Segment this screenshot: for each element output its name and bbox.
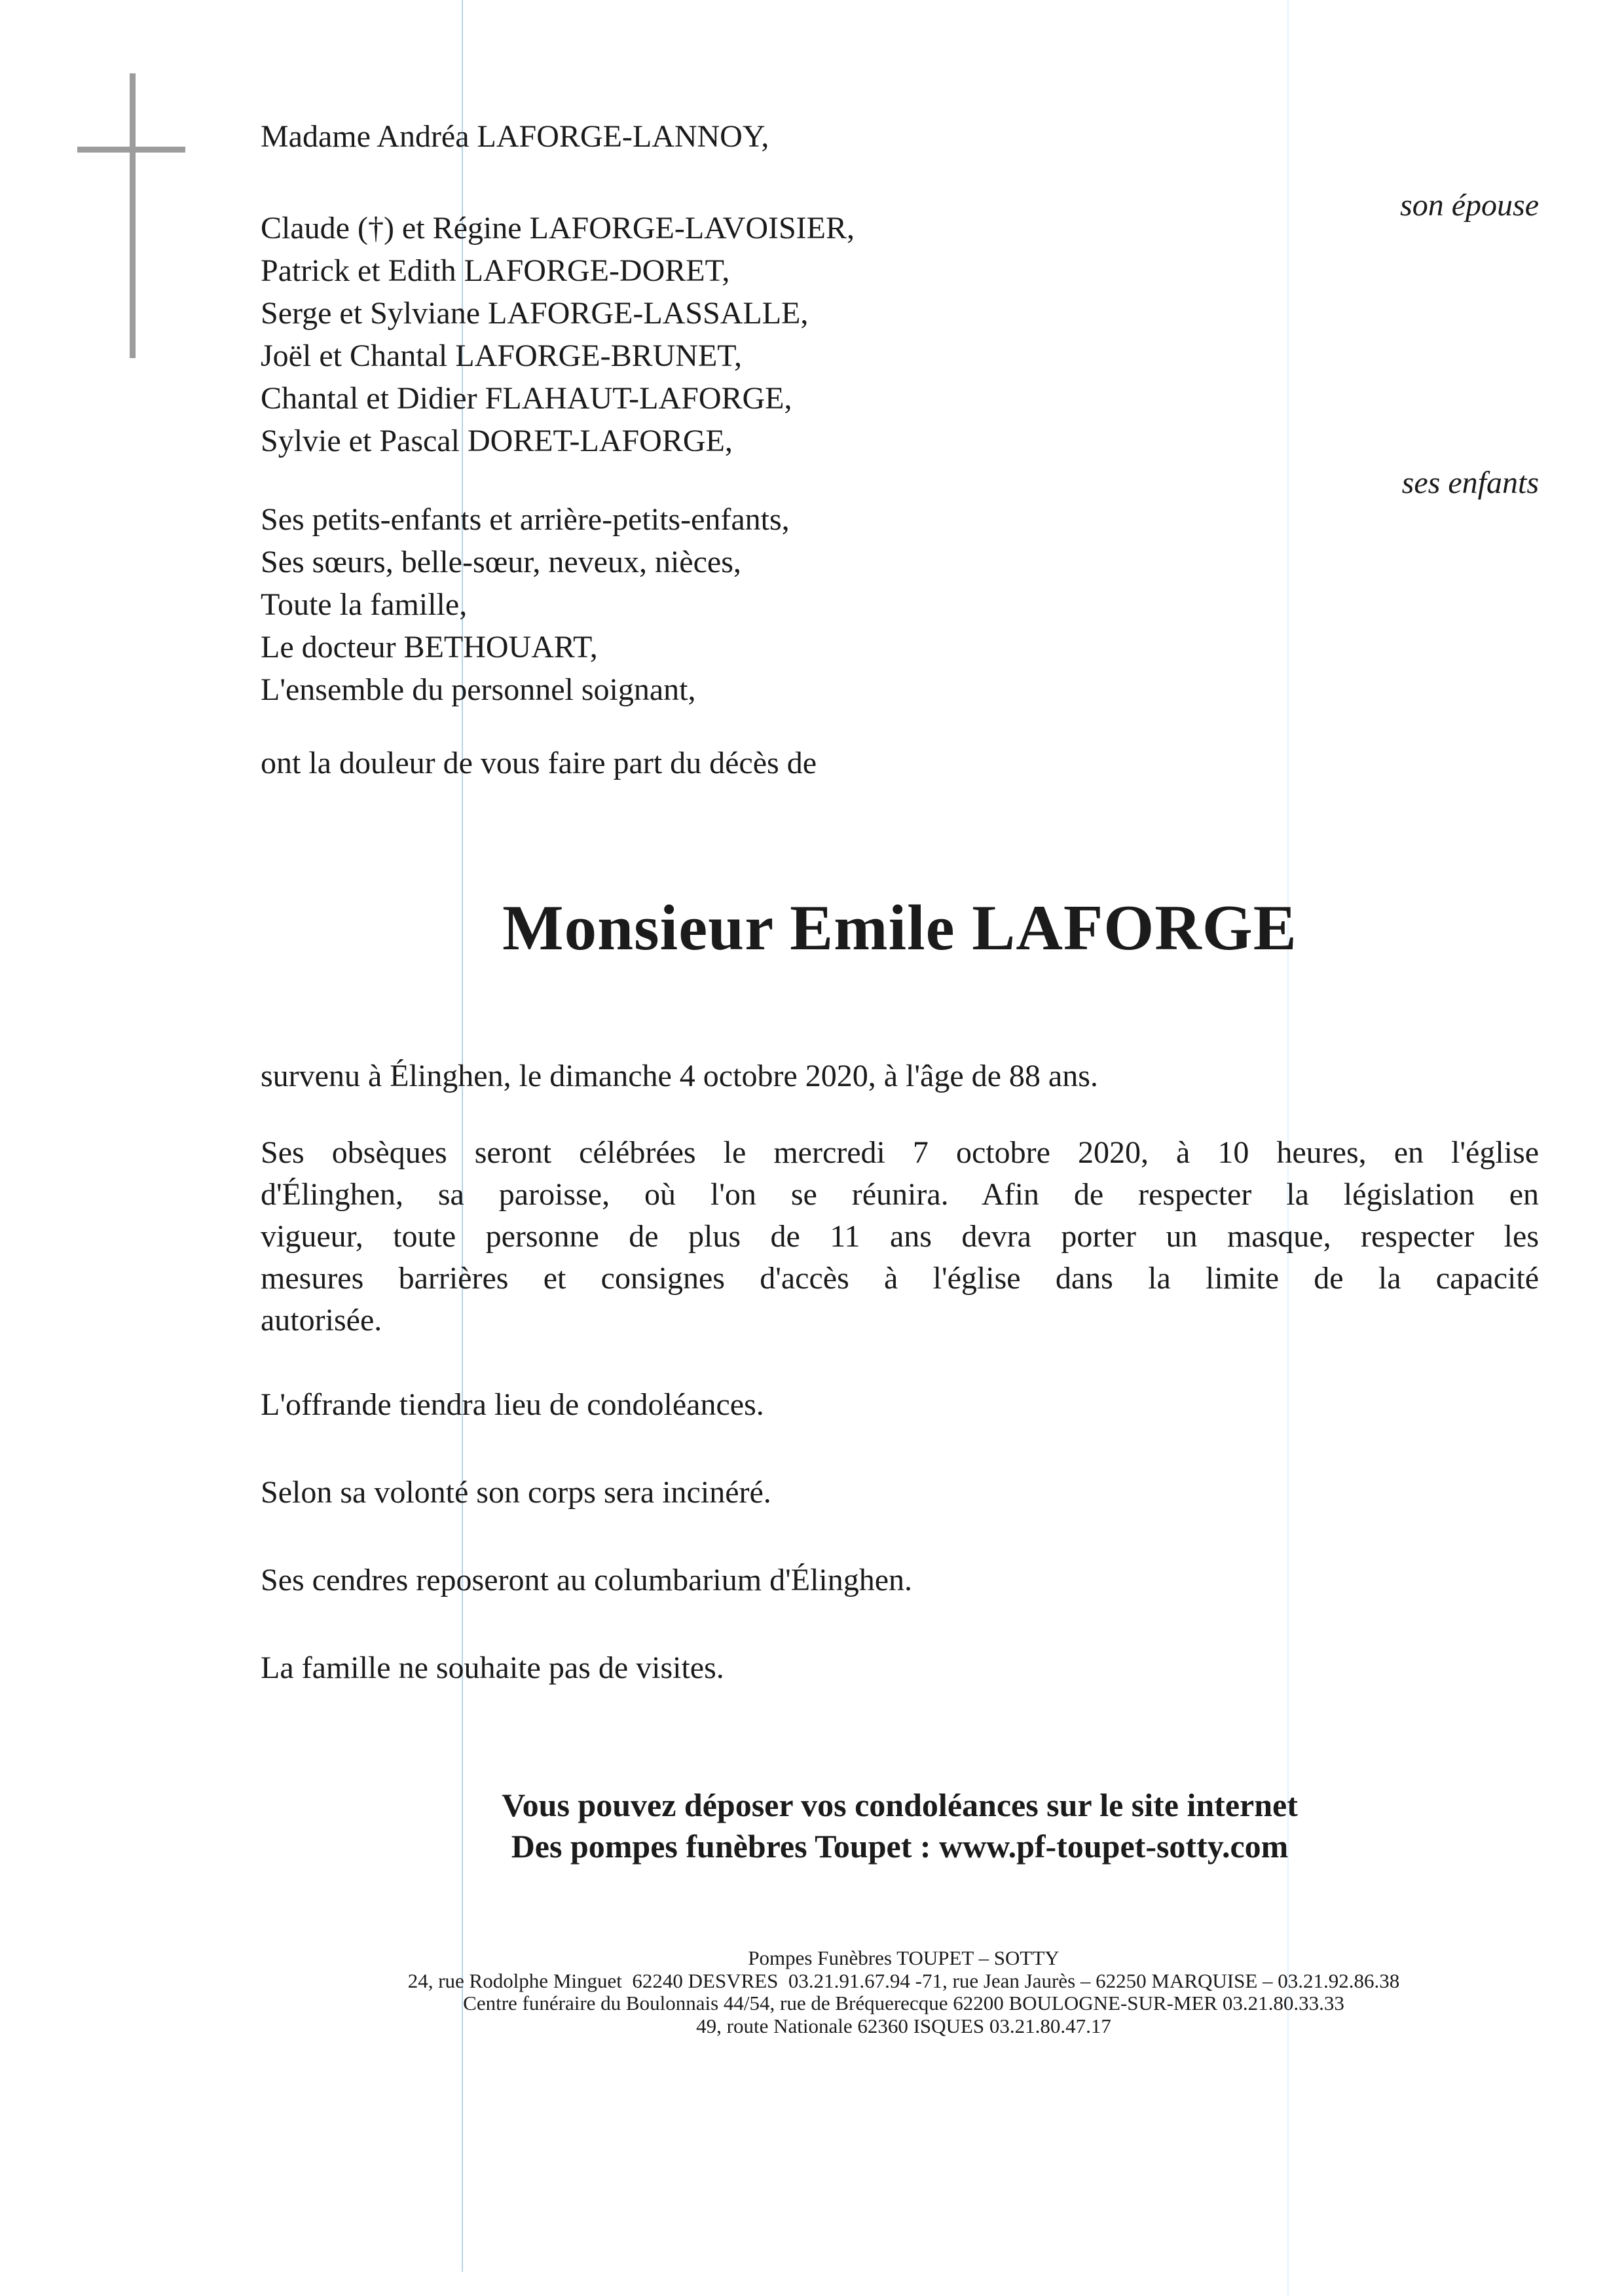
footer-address-line: Centre funéraire du Boulonnais 44/54, rue de Bréquerecque 62200 BOULOGNE-SUR-MER 03.21.80.33.33 xyxy=(463,1992,1344,2014)
relative-line: Le docteur BETHOUART, xyxy=(261,630,598,665)
child-name-line: Sylvie et Pascal DORET-LAFORGE, xyxy=(261,424,733,458)
ceremony-line: d'Élinghen, sa paroisse, où l'on se réunira. Afin de respecter la législation en xyxy=(261,1177,1539,1212)
relative-line: L'ensemble du personnel soignant, xyxy=(261,672,696,707)
funeral-home-footer xyxy=(196,1947,1611,2037)
child-name-line: Joël et Chantal LAFORGE-BRUNET, xyxy=(261,338,743,373)
ceremony-line: Ses obsèques seront célébrées le mercredi 7 octobre 2020, à 10 heures, en l'église xyxy=(261,1135,1539,1170)
footer-address-line: 24, rue Rodolphe Minguet 62240 DESVRES 03.21.91.67.94 -71, rue Jean Jaurès – 62250 MARQUISE – 03.21.92.86.38 xyxy=(407,1969,1400,1992)
cross-vertical-bar xyxy=(130,73,136,358)
condolences-website-line2: Des pompes funèbres Toupet : www.pf-toupet-sotty.com xyxy=(511,1828,1289,1865)
cross-horizontal-bar xyxy=(77,147,185,153)
relative-line: Toute la famille, xyxy=(261,587,468,622)
condolences-website-line1: Vous pouvez déposer vos condoléances sur le site internet xyxy=(502,1787,1298,1823)
ceremony-paragraph xyxy=(261,1132,1539,1341)
ceremony-line: vigueur, toute personne de plus de 11 ans devra porter un masque, respecter les xyxy=(261,1219,1539,1254)
death-info-line: survenu à Élinghen, le dimanche 4 octobre 2020, à l'âge de 88 ans. xyxy=(261,1059,1098,1093)
child-name-line: Claude (†) et Régine LAFORGE-LAVOISIER, xyxy=(261,211,855,246)
condolences-website-block xyxy=(261,1785,1539,1867)
deceased-name-title: Monsieur Emile LAFORGE xyxy=(502,892,1297,964)
note-columbarium-line: Ses cendres reposeront au columbarium d'Élinghen. xyxy=(261,1563,913,1597)
children-list xyxy=(261,207,1539,462)
note-cremation-line: Selon sa volonté son corps sera incinéré. xyxy=(261,1475,771,1510)
relative-line: Ses sœurs, belle-sœur, neveux, nièces, xyxy=(261,545,741,579)
spouse-name-line: Madame Andréa LAFORGE-LANNOY, xyxy=(261,119,769,154)
children-role-label: ses enfants xyxy=(1401,465,1539,500)
announcement-line: ont la douleur de vous faire part du décès de xyxy=(261,746,817,780)
note-no-visits-line: La famille ne souhaite pas de visites. xyxy=(261,1650,724,1685)
footer-address-line: 49, route Nationale 62360 ISQUES 03.21.80.47.17 xyxy=(696,2014,1111,2037)
child-name-line: Patrick et Edith LAFORGE-DORET, xyxy=(261,253,730,288)
relatives-list xyxy=(261,498,1539,711)
child-name-line: Chantal et Didier FLAHAUT-LAFORGE, xyxy=(261,381,792,416)
note-offering-line: L'offrande tiendra lieu de condoléances. xyxy=(261,1387,764,1422)
ceremony-line: autorisée. xyxy=(261,1303,382,1338)
spouse-role-label: son épouse xyxy=(1400,188,1539,223)
relative-line: Ses petits-enfants et arrière-petits-enfants, xyxy=(261,502,790,537)
footer-company-name: Pompes Funèbres TOUPET – SOTTY xyxy=(748,1946,1060,1969)
ceremony-line: mesures barrières et consignes d'accès à l'église dans la limite de la capacité xyxy=(261,1261,1539,1296)
child-name-line: Serge et Sylviane LAFORGE-LASSALLE, xyxy=(261,296,809,331)
